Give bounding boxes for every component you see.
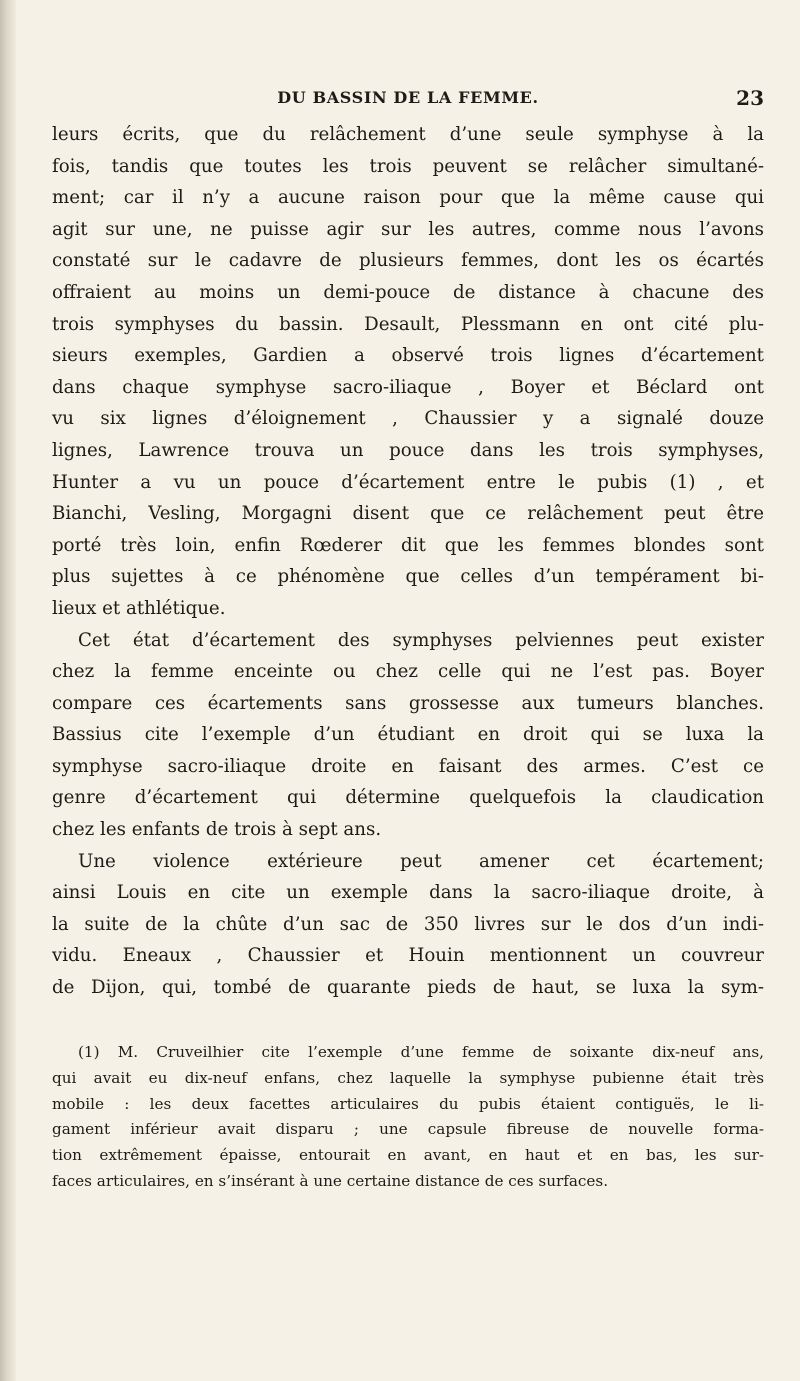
text-line: Cet état d’écartement des symphyses pelviennes peut exister [78,629,764,651]
text-line: lignes, Lawrence trouva un pouce dans les trois symphyses, [52,439,764,461]
text-line: chez la femme enceinte ou chez celle qui ne l’est pas. Boyer [52,661,764,683]
text-line: ainsi Louis en cite un exemple dans la sacro-iliaque droite, à [52,882,764,904]
page-header [52,88,764,116]
text-line: lieux et athlétique. [52,597,226,619]
text-line: leurs écrits, que du relâchement d’une seule symphyse à la [52,124,764,145]
text-line: Une violence extérieure peut amener cet écartement; [78,850,764,872]
page-number: 23 [736,86,764,110]
running-title: DU BASSIN DE LA FEMME. [277,88,539,107]
text-line: offraient au moins un demi-pouce de distance à chacune des [52,281,764,303]
text-line: chez les enfants de trois à sept ans. [52,819,382,841]
text-line: ment; car il n’y a aucune raison pour que la même cause qui [52,187,764,209]
footnote-line: mobile : les deux facettes articulaires du pubis étaient contiguës, le li- [52,1094,764,1113]
text-line: fois, tandis que toutes les trois peuvent se relâcher simultané- [52,155,764,177]
text-line: porté très loin, enfin Rœderer dit que les femmes blondes sont [52,534,764,556]
footnote-line: (1) M. Cruveilhier cite l’exemple d’une femme de soixante dix-neuf ans, [78,1043,764,1061]
text-line: Hunter a vu un pouce d’écartement entre le pubis (1) , et [52,471,764,493]
text-line: plus sujettes à ce phénomène que celles d’un tempérament bi- [52,566,764,588]
text-line: la suite de la chûte d’un sac de 350 livres sur le dos d’un indi- [52,913,764,935]
footnote-line: gament inférieur avait disparu ; une capsule fibreuse de nouvelle forma- [52,1120,764,1139]
text-line: compare ces écartements sans grossesse aux tumeurs blanches. [52,692,764,714]
footnote [52,1040,764,1195]
text-line: de Dijon, qui, tombé de quarante pieds de haut, se luxa la sym- [52,977,764,999]
footnote-line: tion extrêmement épaisse, entourait en avant, en haut et en bas, les sur- [52,1146,764,1165]
footnote-line: qui avait eu dix-neuf enfans, chez laquelle la symphyse pubienne était très [52,1068,764,1087]
footnote-line: faces articulaires, en s’insérant à une certaine distance de ces surfaces. [52,1171,609,1190]
page-edge-shadow [0,0,16,1381]
main-text [52,119,764,1004]
text-line: vu six lignes d’éloignement , Chaussier y a signalé douze [52,408,764,430]
text-line: genre d’écartement qui détermine quelquefois la claudication [52,787,764,809]
text-line: Bianchi, Vesling, Morgagni disent que ce relâchement peut être [52,503,764,525]
text-line: symphyse sacro-iliaque droite en faisant des armes. C’est ce [52,755,764,777]
text-line: constaté sur le cadavre de plusieurs femmes, dont les os écartés [52,250,764,272]
text-line: Bassius cite l’exemple d’un étudiant en droit qui se luxa la [52,724,764,746]
footnote-separator [52,1023,764,1024]
text-line: sieurs exemples, Gardien a observé trois lignes d’écartement [52,345,764,367]
text-line: trois symphyses du bassin. Desault, Plessmann en ont cité plu- [52,313,764,335]
text-line: agit sur une, ne puisse agir sur les autres, comme nous l’avons [52,218,764,240]
text-line: vidu. Eneaux , Chaussier et Houin mentionnent un couvreur [52,945,764,967]
text-line: dans chaque symphyse sacro-iliaque , Boyer et Béclard ont [52,376,764,398]
